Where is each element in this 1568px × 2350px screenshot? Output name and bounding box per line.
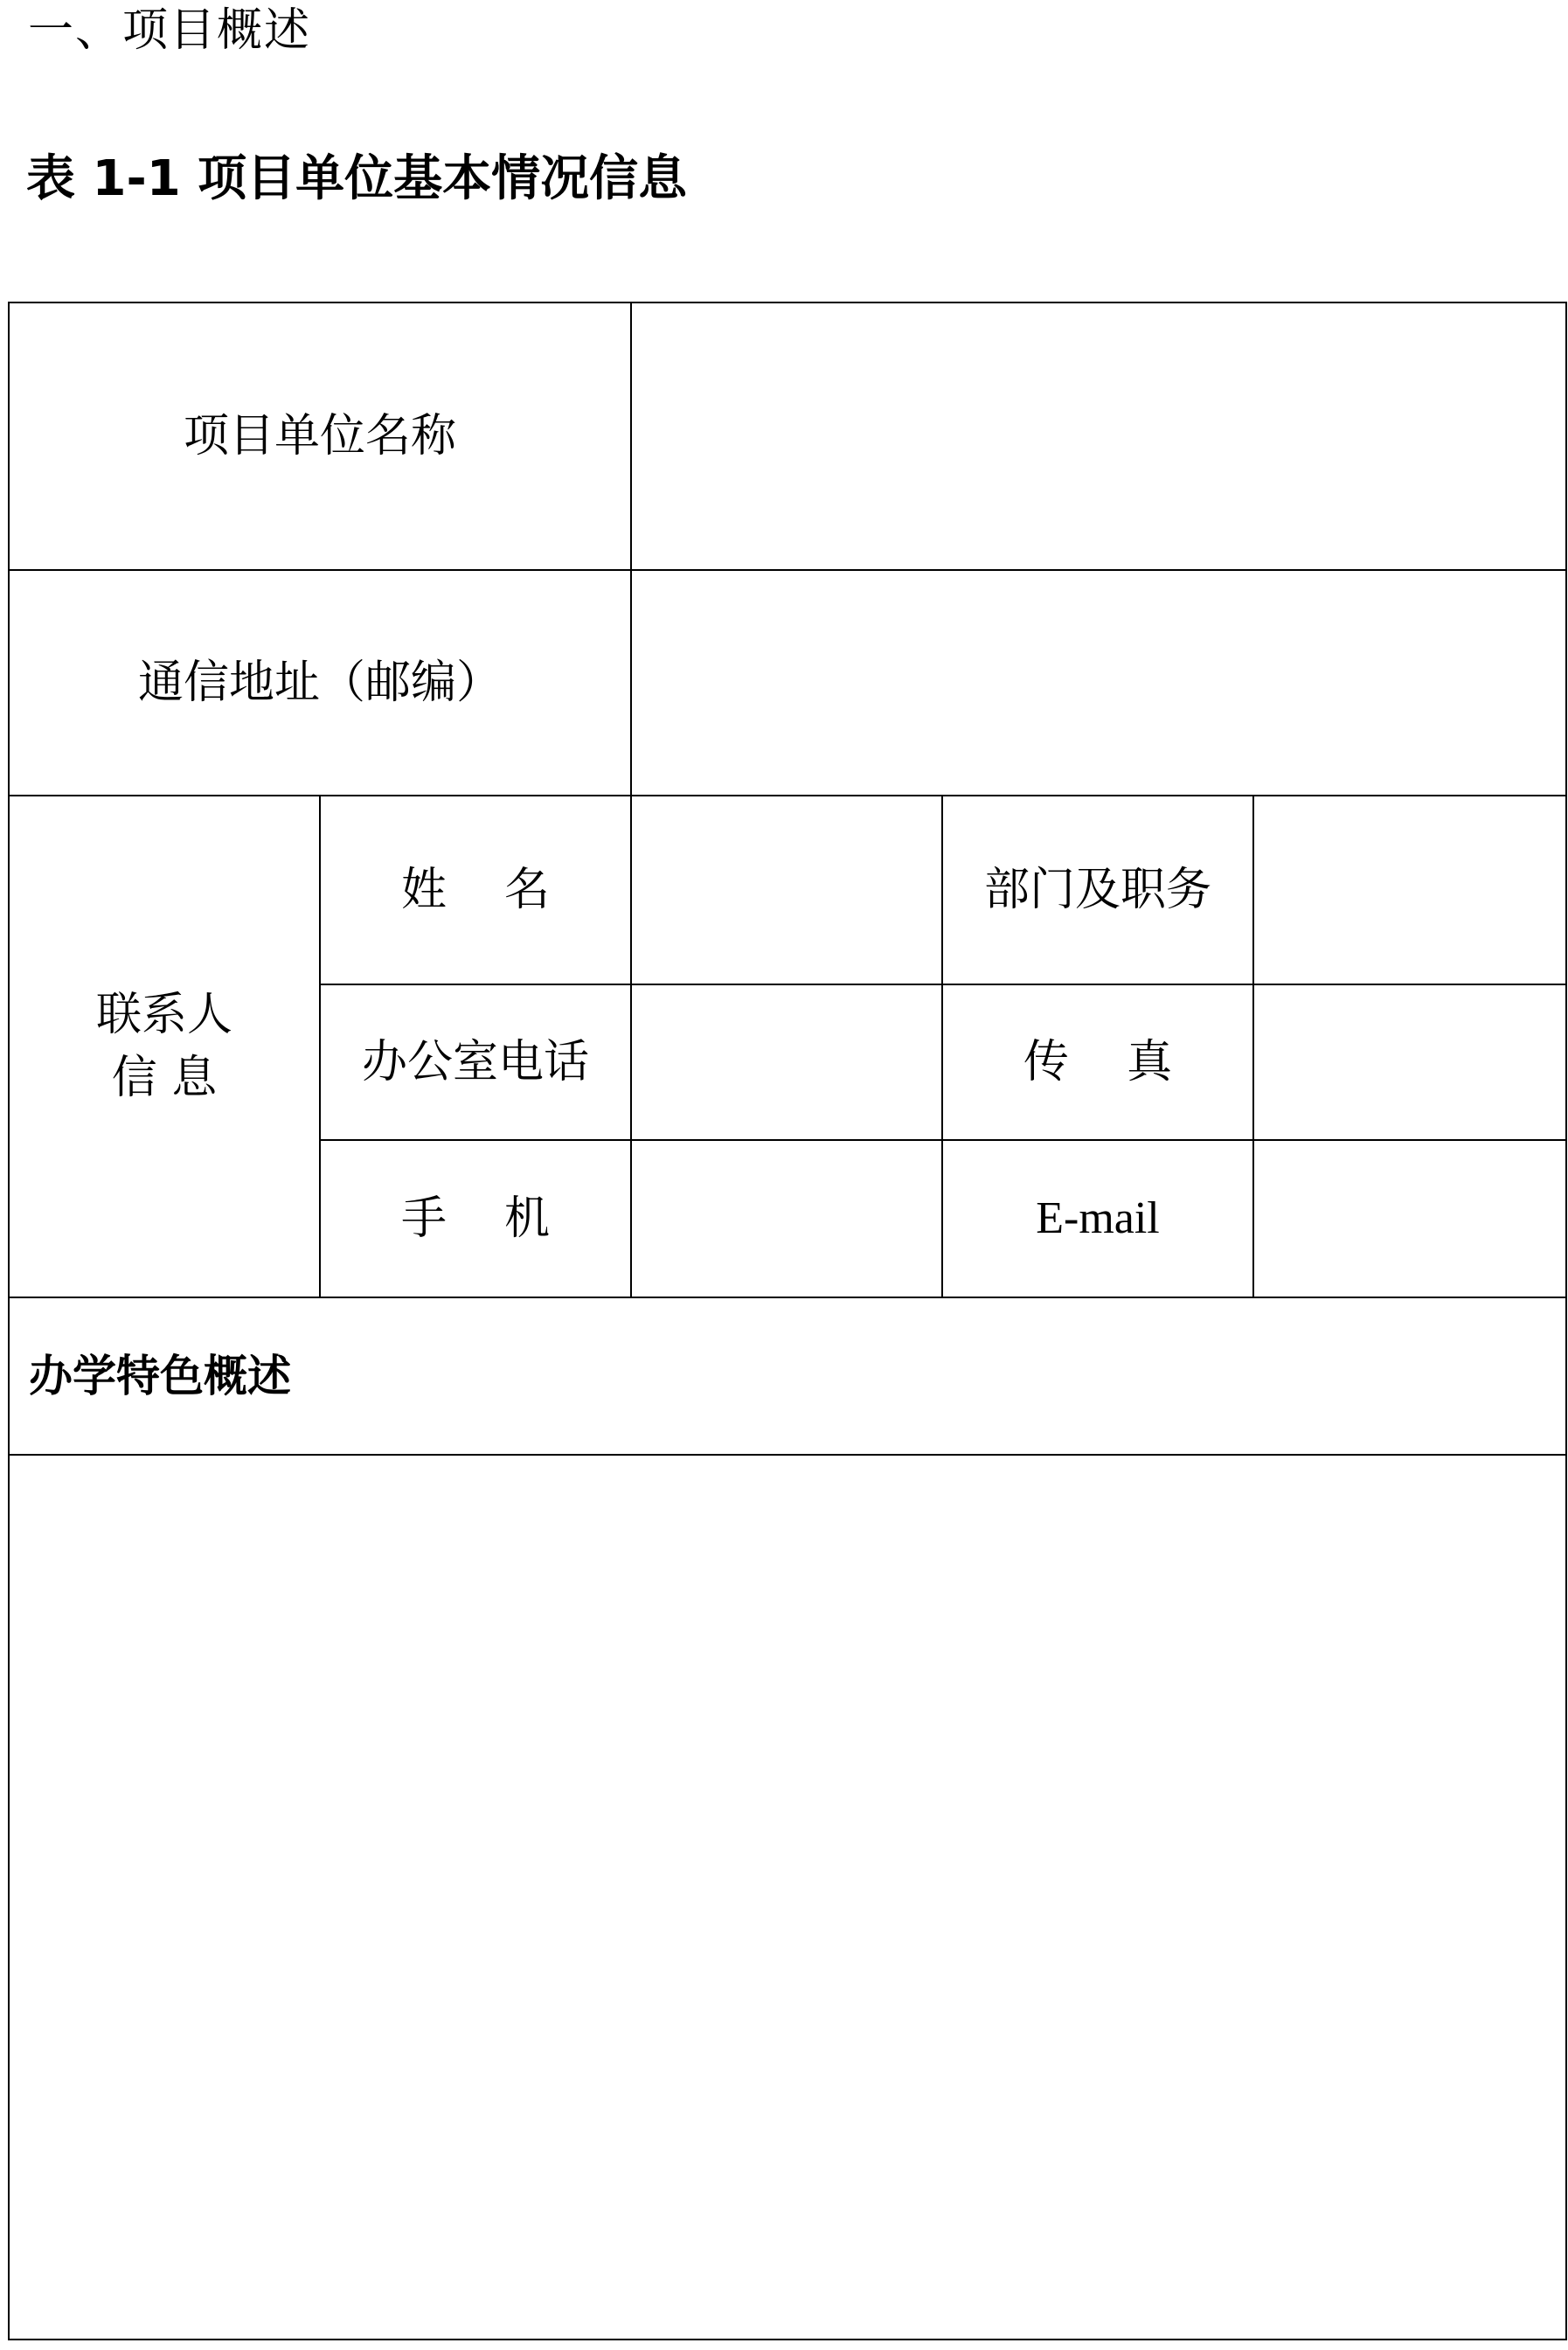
email-value[interactable] bbox=[1253, 1140, 1566, 1297]
address-value[interactable] bbox=[631, 570, 1566, 796]
dept-label: 部门及职务 bbox=[942, 796, 1253, 984]
features-label: 办学特色概述 bbox=[9, 1297, 1566, 1455]
fax-label bbox=[942, 984, 1253, 1140]
email-label: E-mail bbox=[942, 1140, 1253, 1297]
project-unit-info-table bbox=[8, 302, 1567, 2340]
name-label bbox=[320, 796, 631, 984]
mobile-label bbox=[320, 1140, 631, 1297]
address-label: 通信地址（邮编） bbox=[9, 570, 631, 796]
features-content-row bbox=[9, 1455, 1566, 2340]
unit-name-label: 项目单位名称 bbox=[9, 302, 631, 570]
name-value[interactable] bbox=[631, 796, 942, 984]
contact-group-label bbox=[9, 796, 320, 1297]
dept-value[interactable] bbox=[1253, 796, 1566, 984]
section-heading: 一、项目概述 bbox=[28, 4, 312, 57]
unit-name-row bbox=[9, 302, 1566, 570]
mobile-value[interactable] bbox=[631, 1140, 942, 1297]
table-caption: 表 1-1 项目单位基本情况信息 bbox=[26, 150, 688, 207]
features-label-row bbox=[9, 1297, 1566, 1455]
address-row bbox=[9, 570, 1566, 796]
features-value[interactable] bbox=[9, 1455, 1566, 2340]
office-phone-value[interactable] bbox=[631, 984, 942, 1140]
fax-value[interactable] bbox=[1253, 984, 1566, 1140]
fax-label-text: 传 真 bbox=[1023, 1036, 1173, 1088]
name-label-text: 姓 名 bbox=[400, 864, 551, 916]
contact-name-row bbox=[9, 796, 1566, 984]
unit-name-value[interactable] bbox=[631, 302, 1566, 570]
office-phone-label: 办公室电话 bbox=[320, 984, 631, 1140]
contact-group-text: 联系人 信 息 bbox=[95, 989, 232, 1104]
mobile-label-text: 手 机 bbox=[400, 1192, 551, 1245]
